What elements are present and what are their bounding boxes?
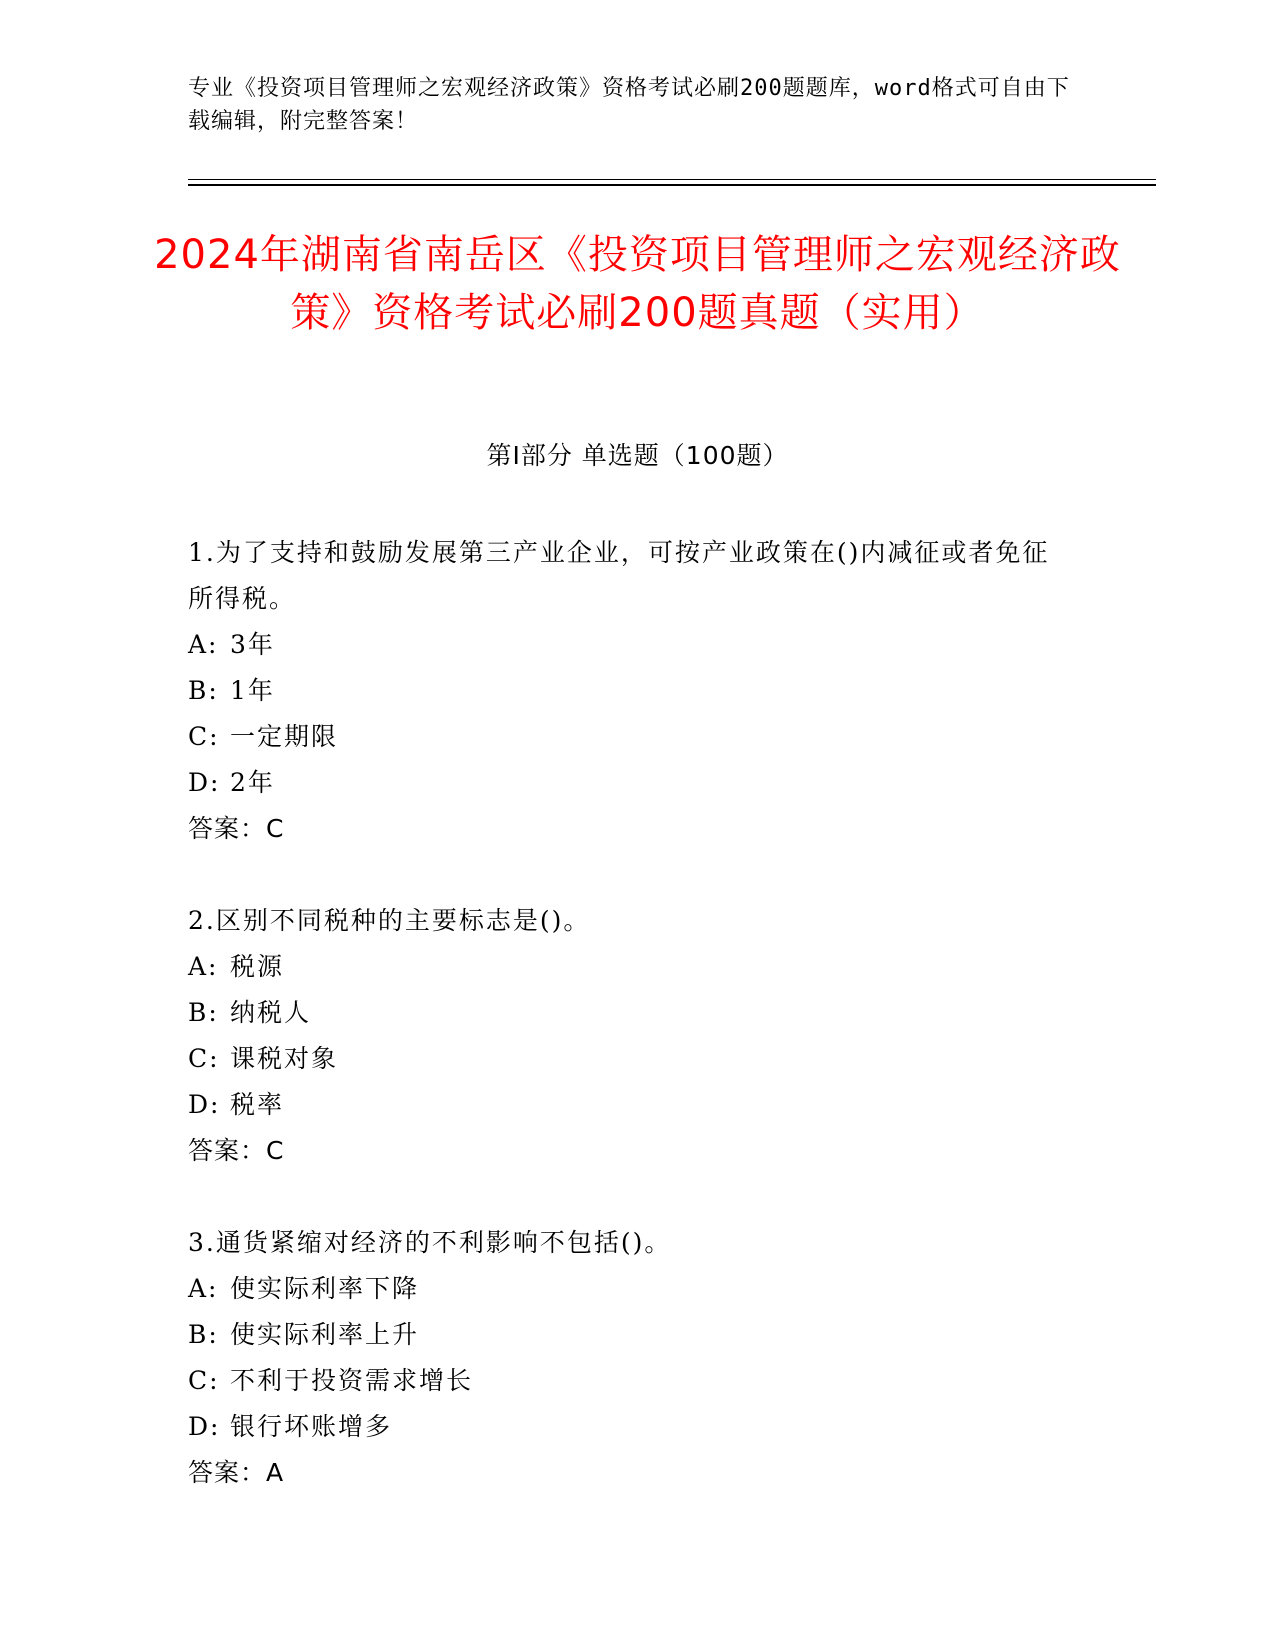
option-letter: B: [188, 676, 219, 705]
question-item [188, 1220, 1068, 1496]
option-d [188, 1404, 1068, 1450]
option-text: 课税对象 [230, 1044, 339, 1073]
option-text: 2年 [230, 768, 275, 797]
option-c [188, 714, 1068, 760]
option-d [188, 1082, 1068, 1128]
answer-line: 答案：A [188, 1458, 285, 1487]
option-letter: C: [188, 722, 220, 751]
option-a [188, 1266, 1068, 1312]
option-b [188, 1312, 1068, 1358]
option-letter: C: [188, 1044, 220, 1073]
question-stem: 2.区别不同税种的主要标志是()。 [188, 906, 591, 935]
option-text: 使实际利率上升 [230, 1320, 420, 1349]
option-letter: D: [188, 1412, 221, 1441]
document-title: 2024年湖南省南岳区《投资项目管理师之宏观经济政策》资格考试必刷200题真题（实用） [154, 232, 1121, 336]
header-divider-thin [188, 179, 1156, 180]
question-stem: 1.为了支持和鼓励发展第三产业企业，可按产业政策在()内减征或者免征所得税。 [188, 538, 1050, 613]
option-a [188, 622, 1068, 668]
option-b [188, 990, 1068, 1036]
option-c [188, 1358, 1068, 1404]
answer-line: 答案：C [188, 814, 285, 843]
option-text: 银行坏账增多 [230, 1412, 393, 1441]
option-text: 3年 [230, 630, 275, 659]
question-list [188, 530, 1068, 1542]
option-letter: A: [188, 1274, 219, 1303]
question-stem: 3.通货紧缩对经济的不利影响不包括()。 [188, 1228, 672, 1257]
option-letter: A: [188, 952, 219, 981]
section-heading: 第I部分 单选题（100题） [486, 441, 789, 470]
option-letter: B: [188, 998, 219, 1027]
answer-line: 答案：C [188, 1136, 285, 1165]
document-intro: 专业《投资项目管理师之宏观经济政策》资格考试必刷200题题库，word格式可自由下载编辑，附完整答案！ [188, 76, 1070, 134]
option-letter: D: [188, 768, 221, 797]
question-item [188, 530, 1068, 852]
option-text: 1年 [230, 676, 275, 705]
option-text: 纳税人 [230, 998, 312, 1027]
option-letter: C: [188, 1366, 220, 1395]
question-item [188, 898, 1068, 1174]
option-text: 税源 [230, 952, 285, 981]
option-letter: D: [188, 1090, 221, 1119]
option-text: 一定期限 [230, 722, 339, 751]
option-text: 税率 [230, 1090, 285, 1119]
option-d [188, 760, 1068, 806]
option-text: 不利于投资需求增长 [230, 1366, 474, 1395]
option-a [188, 944, 1068, 990]
option-letter: A: [188, 630, 219, 659]
header-divider-thick [188, 184, 1156, 186]
option-c [188, 1036, 1068, 1082]
option-letter: B: [188, 1320, 219, 1349]
option-text: 使实际利率下降 [230, 1274, 420, 1303]
option-b [188, 668, 1068, 714]
